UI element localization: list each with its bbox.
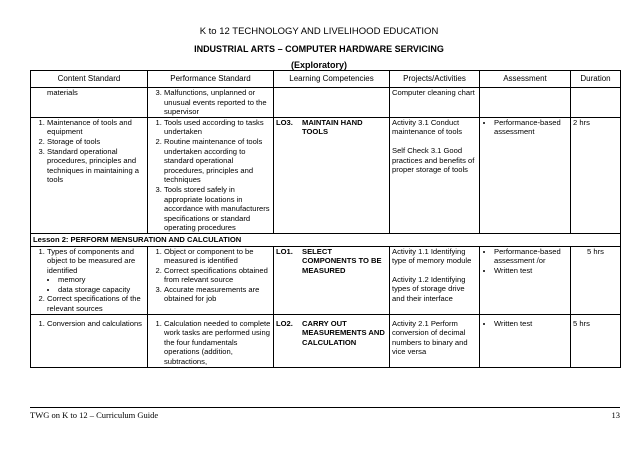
- performance-standard-cell: [148, 88, 274, 118]
- column-header-performance-standard: Performance Standard: [148, 71, 274, 88]
- duration-cell: [571, 314, 621, 367]
- list-item: 3. Malfunctions, unplanned or unusual events reported to the supervisor: [164, 88, 271, 117]
- list-item: 1. Maintenance of tools and equipment: [47, 118, 145, 137]
- content-standard-list: [33, 118, 145, 185]
- assessment-cell: [480, 117, 571, 233]
- column-header-assessment: Assessment: [480, 71, 571, 88]
- learning-outcome-title: SELECT COMPONENTS TO BE MEASURED: [302, 246, 382, 275]
- column-header-projects-activities: Projects/Activities: [390, 71, 480, 88]
- project-activity-text: Activity 1.1 Identifying type of memory module: [392, 246, 472, 266]
- project-activity-cell: [390, 246, 480, 314]
- project-activity-text: Self Check 3.1 Good practices and benefits of proper storage of tools: [392, 145, 475, 175]
- list-item: 1. Object or component to be measured is identified: [164, 247, 271, 266]
- performance-standard-list: [150, 88, 271, 117]
- learning-outcome-code: LO1.: [276, 246, 293, 256]
- table-row: [31, 314, 621, 367]
- list-item-text: Types of components and object to be measured are identified: [47, 246, 136, 275]
- learning-competency-cell: [274, 246, 390, 314]
- project-activity-text: Activity 2.1 Perform conversion of decimal numbers to binary and vice versa: [392, 318, 468, 357]
- footer-text: TWG on K to 12 – Curriculum Guide: [30, 410, 159, 420]
- performance-standard-list: [150, 319, 271, 367]
- learning-outcome-title: CARRY OUT MEASUREMENTS AND CALCULATION: [302, 318, 385, 347]
- list-item: 2. Storage of tools: [47, 137, 145, 147]
- learning-outcome-code: LO2.: [276, 318, 293, 328]
- content-standard-cell: [31, 246, 148, 314]
- performance-standard-cell: [148, 246, 274, 314]
- performance-standard-list: [150, 247, 271, 305]
- curriculum-table: [30, 70, 621, 368]
- list-item: • Performance-based assessment: [494, 118, 568, 137]
- content-standard-list: [33, 247, 145, 314]
- lesson-row: [31, 233, 621, 246]
- list-item: • Written test: [494, 319, 568, 329]
- list-item: 2. Routine maintenance of tools undertaken according to standard operational procedures, principles and techniques: [164, 137, 271, 185]
- list-item: 3. Accurate measurements are obtained for job: [164, 285, 271, 304]
- list-item: 1. Tools used according to tasks undertaken: [164, 118, 271, 137]
- table-row: [31, 117, 621, 233]
- column-header-learning-competencies: Learning Competencies: [274, 71, 390, 88]
- content-standard-cell: [31, 88, 148, 118]
- list-item: • Performance-based assessment /or: [494, 247, 568, 266]
- list-item: 2. Correct specifications obtained from relevant source: [164, 266, 271, 285]
- duration-cell: [571, 88, 621, 118]
- duration-value: 5 hrs: [587, 246, 604, 256]
- assessment-cell: [480, 314, 571, 367]
- table-row: [31, 246, 621, 314]
- page-number: 13: [611, 410, 620, 420]
- learning-competency-cell: [274, 314, 390, 367]
- performance-standard-cell: [148, 117, 274, 233]
- project-activity-text: Computer cleaning chart: [392, 88, 475, 97]
- list-item: 3. Tools stored safely in appropriate locations in accordance with manufacturers specifications or standard operating procedures: [164, 185, 271, 233]
- learning-outcome: [276, 118, 387, 137]
- learning-outcome: [276, 319, 387, 348]
- learning-outcome-code: LO3.: [276, 117, 293, 127]
- assessment-list: [482, 118, 568, 137]
- performance-standard-list: [150, 118, 271, 233]
- project-activity-cell: [390, 314, 480, 367]
- table-header-row: [31, 71, 621, 88]
- project-activity-cell: [390, 117, 480, 233]
- list-item: 3. Standard operational procedures, principles and techniques in maintaining a tools: [47, 147, 145, 185]
- document-subtitle-note: (Exploratory): [290, 60, 347, 70]
- learning-outcome-title: MAINTAIN HAND TOOLS: [302, 117, 363, 137]
- sub-list: [47, 275, 145, 294]
- learning-outcome: [276, 247, 387, 276]
- performance-standard-cell: [148, 314, 274, 367]
- assessment-list: [482, 319, 568, 329]
- document-subtitle: INDUSTRIAL ARTS – COMPUTER HARDWARE SERVICING: [194, 44, 444, 54]
- page-footer: [30, 407, 620, 420]
- document-title: K to 12 TECHNOLOGY AND LIVELIHOOD EDUCATION: [199, 26, 439, 37]
- lesson-title: Lesson 2: PERFORM MENSURATION AND CALCULATION: [31, 233, 621, 246]
- column-header-content-standard: Content Standard: [31, 71, 148, 88]
- duration-value: 2 hrs: [573, 117, 590, 127]
- column-header-duration: Duration: [571, 71, 621, 88]
- duration-cell: [571, 117, 621, 233]
- list-item: [47, 247, 145, 295]
- duration-cell: [571, 246, 621, 314]
- learning-competency-cell: [274, 88, 390, 118]
- list-item: • Written test: [494, 266, 568, 276]
- list-item: 1. Calculation needed to complete work tasks are performed using the four fundamentals operations (addition, subtractions,: [164, 319, 271, 367]
- content-standard-text: materials: [47, 88, 78, 97]
- content-standard-cell: [31, 314, 148, 367]
- duration-value: 5 hrs: [573, 318, 590, 328]
- content-standard-list: [33, 319, 145, 329]
- assessment-list: [482, 247, 568, 276]
- project-activity-text: Activity 3.1 Conduct maintenance of tools: [392, 117, 463, 137]
- learning-competency-cell: [274, 117, 390, 233]
- sub-list-item: • data storage capacity: [58, 285, 145, 295]
- project-activity-cell: [390, 88, 480, 118]
- content-standard-cell: [31, 117, 148, 233]
- list-item: 1. Conversion and calculations: [47, 319, 145, 329]
- table-row: [31, 88, 621, 118]
- sub-list-item: • memory: [58, 275, 145, 285]
- assessment-cell: [480, 88, 571, 118]
- project-activity-text: Activity 1.2 Identifying types of storage drive and their interface: [392, 274, 466, 303]
- assessment-cell: [480, 246, 571, 314]
- list-item: 2. Correct specifications of the relevant sources: [47, 294, 145, 313]
